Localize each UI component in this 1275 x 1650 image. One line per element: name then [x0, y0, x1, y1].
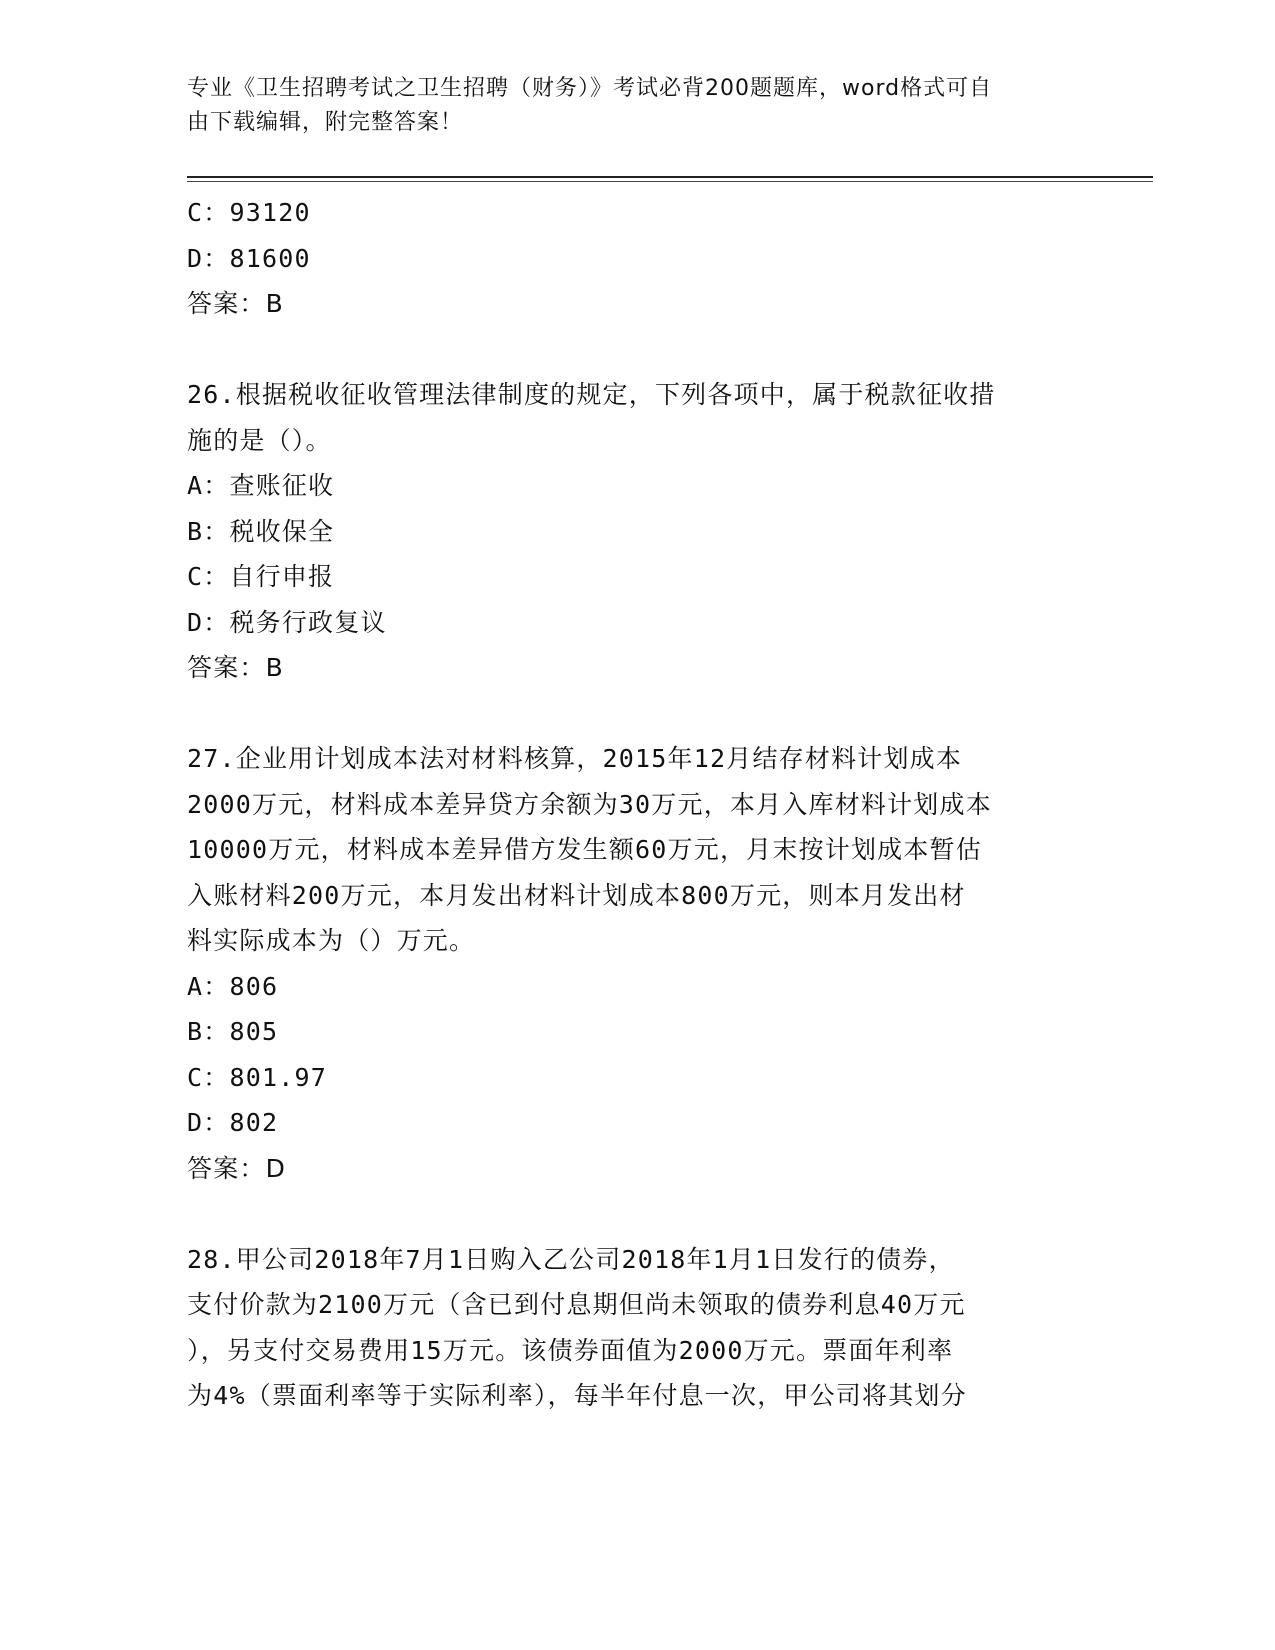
question-27: [187, 736, 1087, 1191]
header-divider: [187, 176, 1153, 178]
question-stem-line: 28.甲公司2018年7月1日购入乙公司2018年1月1日发行的债券，: [187, 1244, 955, 1274]
header-line-1: 专业《卫生招聘考试之卫生招聘（财务）》考试必背200题题库，word格式可自: [187, 76, 993, 101]
question-stem-line: 支付价款为2100万元（含已到付息期但尚未领取的债券利息40万元: [187, 1290, 966, 1319]
option-c: C：自行申报: [187, 562, 335, 591]
question-stem-line: 为4%（票面利率等于实际利率），每半年付息一次，甲公司将其划分: [187, 1381, 967, 1410]
option-a: A：查账征收: [187, 471, 335, 500]
question-stem-line: 26.根据税收征收管理法律制度的规定，下列各项中，属于税款征收措: [187, 380, 996, 409]
answer-line: 答案：D: [187, 1153, 287, 1183]
document-body: [187, 190, 1087, 1419]
answer-line: 答案：B: [187, 653, 284, 682]
question-stem-line: 料实际成本为（）万元。: [187, 926, 476, 955]
option-d: D：税务行政复议: [187, 607, 387, 637]
question-stem-line: 入账材料200万元，本月发出材料计划成本800万元，则本月发出材: [187, 880, 966, 910]
option-d: D：81600: [187, 243, 311, 273]
question-stem-line: 施的是（）。: [187, 425, 332, 455]
option-a: A：806: [187, 971, 279, 1001]
question-28: [187, 1237, 1087, 1419]
spacer: [187, 691, 1087, 737]
question-25-tail: [187, 190, 1087, 327]
header-divider-thin: [187, 181, 1153, 182]
option-b: B：税收保全: [187, 516, 335, 546]
spacer: [187, 1191, 1087, 1237]
question-stem-line: 10000万元，材料成本差异借方发生额60万元，月末按计划成本暂估: [187, 835, 982, 864]
spacer: [187, 327, 1087, 373]
question-stem-line: 2000万元，材料成本差异贷方余额为30万元，本月入库材料计划成本: [187, 789, 992, 819]
option-d: D：802: [187, 1108, 279, 1137]
header-line-2: 由下载编辑，附完整答案！: [187, 110, 464, 135]
option-c: C：93120: [187, 198, 311, 227]
option-c: C：801.97: [187, 1062, 327, 1092]
answer-line: 答案：B: [187, 289, 284, 318]
question-26: [187, 372, 1087, 691]
question-stem-line: 27.企业用计划成本法对材料核算，2015年12月结存材料计划成本: [187, 744, 963, 773]
question-stem-line: ），另支付交易费用15万元。该债券面值为2000万元。票面年利率: [187, 1335, 954, 1365]
page-header: [187, 72, 1067, 140]
option-b: B：805: [187, 1017, 279, 1046]
